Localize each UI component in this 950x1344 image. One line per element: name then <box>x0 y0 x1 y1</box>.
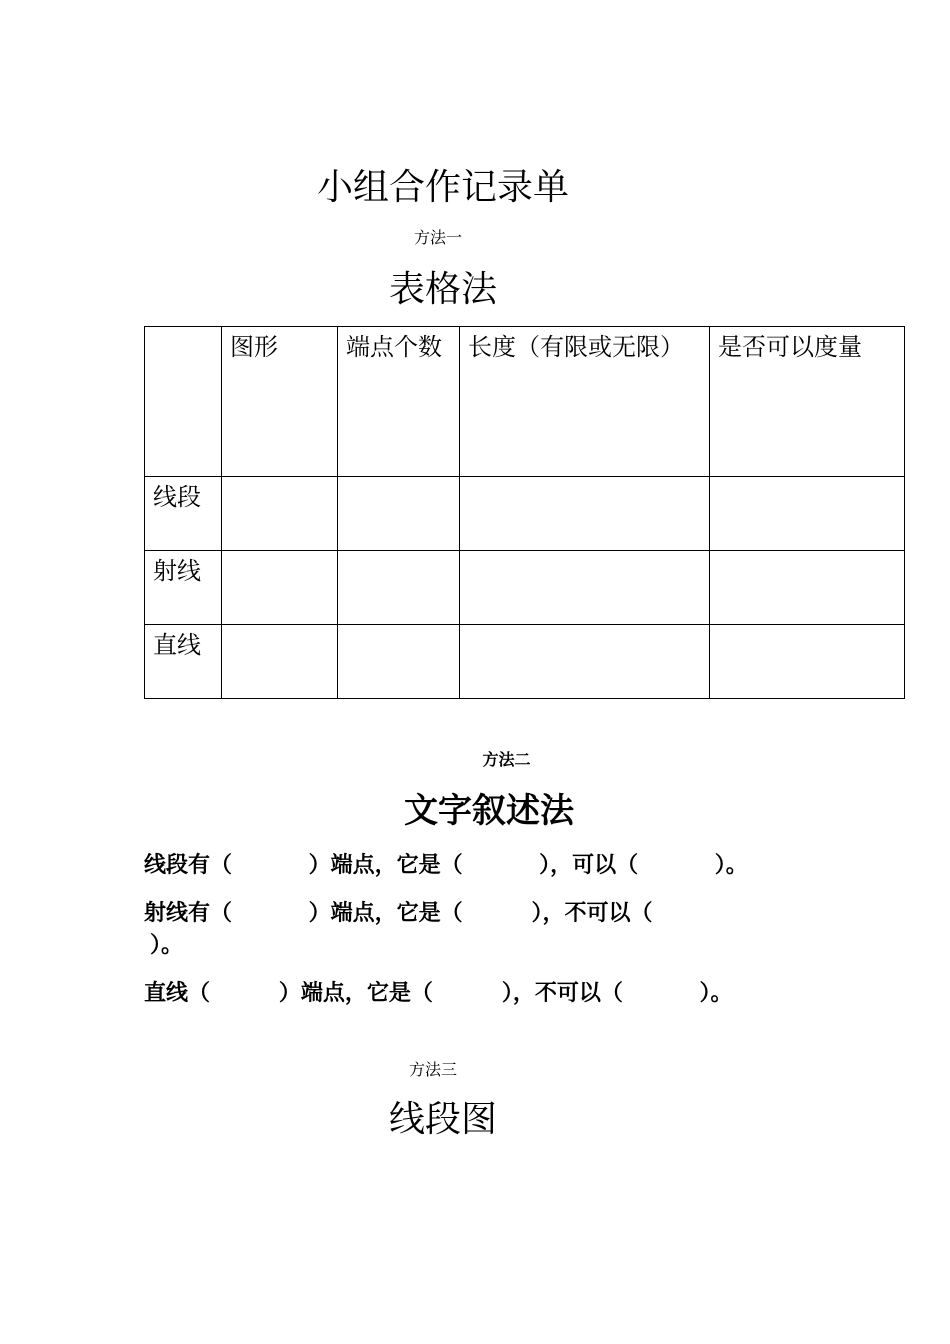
table-row <box>145 477 905 551</box>
method-one-title: 表格法 <box>388 269 497 310</box>
table-cell <box>338 551 460 625</box>
table-row <box>145 551 905 625</box>
sentence-ray-continued: ）。 <box>150 933 184 958</box>
table-header-endpoints: 端点个数 <box>338 327 460 477</box>
method-one-label: 方法一 <box>413 228 462 247</box>
table-cell <box>222 625 338 699</box>
method-three-title: 线段图 <box>388 1099 497 1140</box>
table-cell <box>460 551 710 625</box>
method-three-label: 方法三 <box>408 1060 457 1079</box>
table-header-measurable: 是否可以度量 <box>710 327 905 477</box>
sentence-segment: 线段有（ ）端点，它是（ ），可以（ ）。 <box>144 853 748 878</box>
table-row-label: 射线 <box>145 551 222 625</box>
table-cell <box>460 477 710 551</box>
table-header-length: 长度（有限或无限） <box>460 327 710 477</box>
table-row <box>145 625 905 699</box>
method-two-title: 文字叙述法 <box>404 791 574 831</box>
table-cell <box>710 477 905 551</box>
table-header-shape: 图形 <box>222 327 338 477</box>
record-table <box>144 326 905 699</box>
page-title: 小组合作记录单 <box>316 167 569 208</box>
table-cell <box>338 477 460 551</box>
sentence-line: 直线（ ）端点，它是（ ），不可以（ ）。 <box>144 981 733 1006</box>
table-cell <box>222 551 338 625</box>
table-cell <box>710 551 905 625</box>
table-cell <box>460 625 710 699</box>
table-cell <box>222 477 338 551</box>
table-cell <box>710 625 905 699</box>
method-two-label: 方法二 <box>482 750 531 769</box>
table-header-row <box>145 327 905 477</box>
table-header-cell <box>145 327 222 477</box>
sentence-ray: 射线有（ ）端点，它是（ ），不可以（ <box>144 901 653 926</box>
table-row-label: 直线 <box>145 625 222 699</box>
table-cell <box>338 625 460 699</box>
table-row-label: 线段 <box>145 477 222 551</box>
